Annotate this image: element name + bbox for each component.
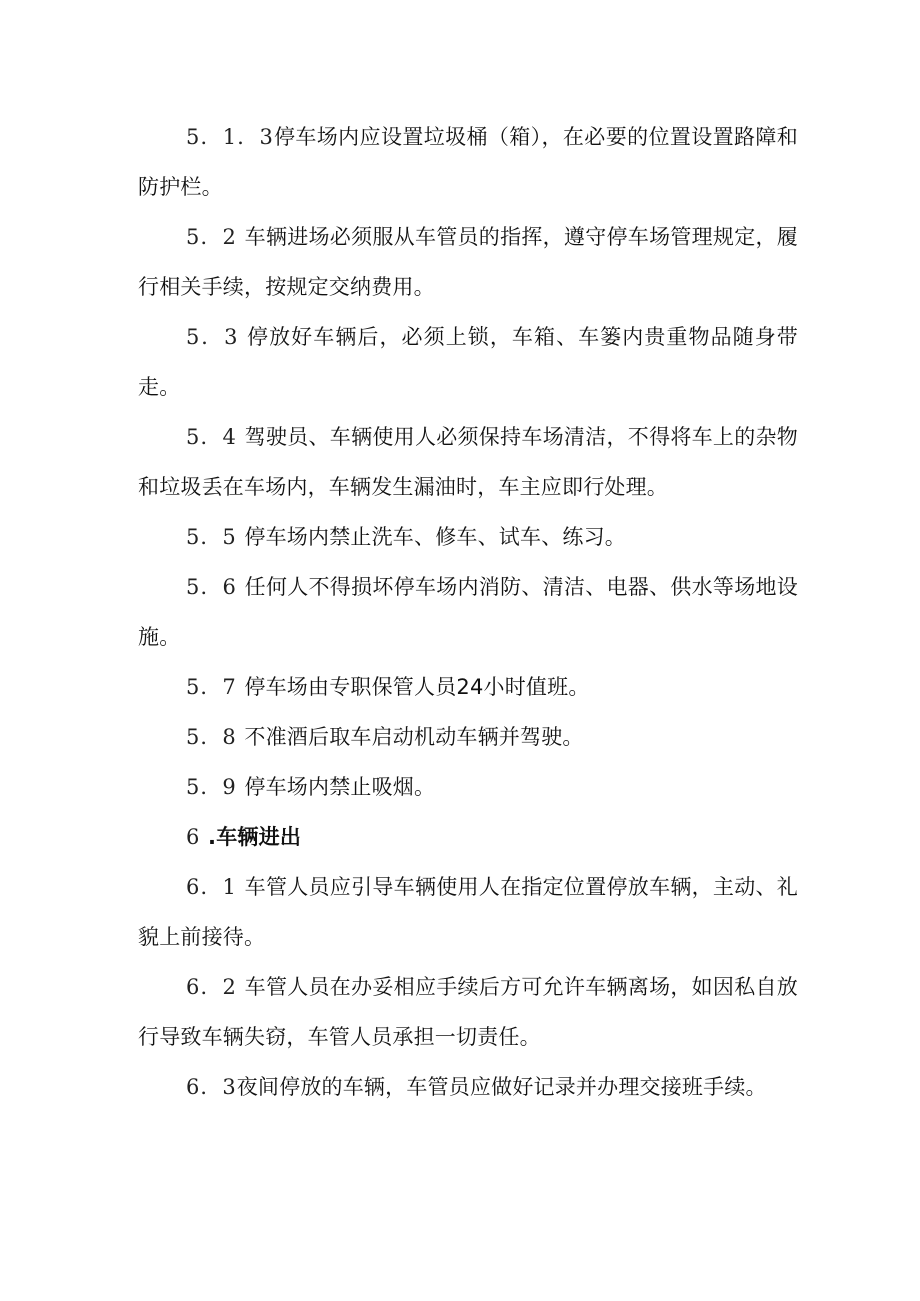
section-heading-6 <box>138 812 798 862</box>
paragraph-text: 车辆进场必须服从车管员的指挥，遵守停车场管理规定，履行相关手续，按规定交纳费用。 <box>138 225 798 299</box>
paragraph-number: 5．3 <box>186 325 248 349</box>
paragraph-number: 5．6 <box>186 575 245 599</box>
paragraph-5-2 <box>138 212 798 312</box>
paragraph-number: 5．1．3 <box>186 125 274 149</box>
paragraph-5-6 <box>138 562 798 662</box>
document-body <box>138 112 798 1112</box>
section-number: 6 <box>186 825 209 849</box>
paragraph-text: 车管人员在办妥相应手续后方可允许车辆离场，如因私自放行导致车辆失窃，车管人员承担一切责任。 <box>138 975 798 1049</box>
paragraph-number: 5．7 <box>186 675 245 699</box>
paragraph-text: 停车场由专职保管人员24小时值班。 <box>244 675 590 699</box>
paragraph-text: 驾驶员、车辆使用人必须保持车场清洁，不得将车上的杂物和垃圾丢在车场内，车辆发生漏油时，车主应即行处理。 <box>138 425 798 499</box>
paragraph-number: 6．2 <box>186 975 245 999</box>
paragraph-5-4 <box>138 412 798 512</box>
paragraph-number: 5．2 <box>186 225 245 249</box>
paragraph-text: 停车场内应设置垃圾桶（箱），在必要的位置设置路障和防护栏。 <box>138 125 798 199</box>
paragraph-5-5 <box>138 512 798 562</box>
paragraph-6-3 <box>138 1062 798 1112</box>
paragraph-text: 车管人员应引导车辆使用人在指定位置停放车辆，主动、礼貌上前接待。 <box>138 875 798 949</box>
paragraph-5-9 <box>138 762 798 812</box>
paragraph-text: 任何人不得损坏停车场内消防、清洁、电器、供水等场地设施。 <box>138 575 798 649</box>
paragraph-number: 5．4 <box>186 425 245 449</box>
paragraph-number: 5．8 <box>186 725 245 749</box>
paragraph-number: 5．9 <box>186 775 245 799</box>
paragraph-text: 不准酒后取车启动机动车辆并驾驶。 <box>244 725 584 749</box>
paragraph-5-1-3 <box>138 112 798 212</box>
paragraph-5-3 <box>138 312 798 412</box>
paragraph-text: 夜间停放的车辆，车管员应做好记录并办理交接班手续。 <box>236 1075 767 1099</box>
paragraph-number: 5．5 <box>186 525 245 549</box>
paragraph-text: 停放好车辆后，必须上锁，车箱、车篓内贵重物品随身带走。 <box>138 325 799 399</box>
section-title: .车辆进出 <box>208 825 302 849</box>
paragraph-6-2 <box>138 962 798 1062</box>
paragraph-text: 停车场内禁止吸烟。 <box>244 775 436 799</box>
paragraph-5-8 <box>138 712 798 762</box>
paragraph-text: 停车场内禁止洗车、修车、试车、练习。 <box>244 525 627 549</box>
paragraph-number: 6．3 <box>186 1075 237 1099</box>
paragraph-number: 6．1 <box>186 875 245 899</box>
paragraph-6-1 <box>138 862 798 962</box>
paragraph-5-7 <box>138 662 798 712</box>
